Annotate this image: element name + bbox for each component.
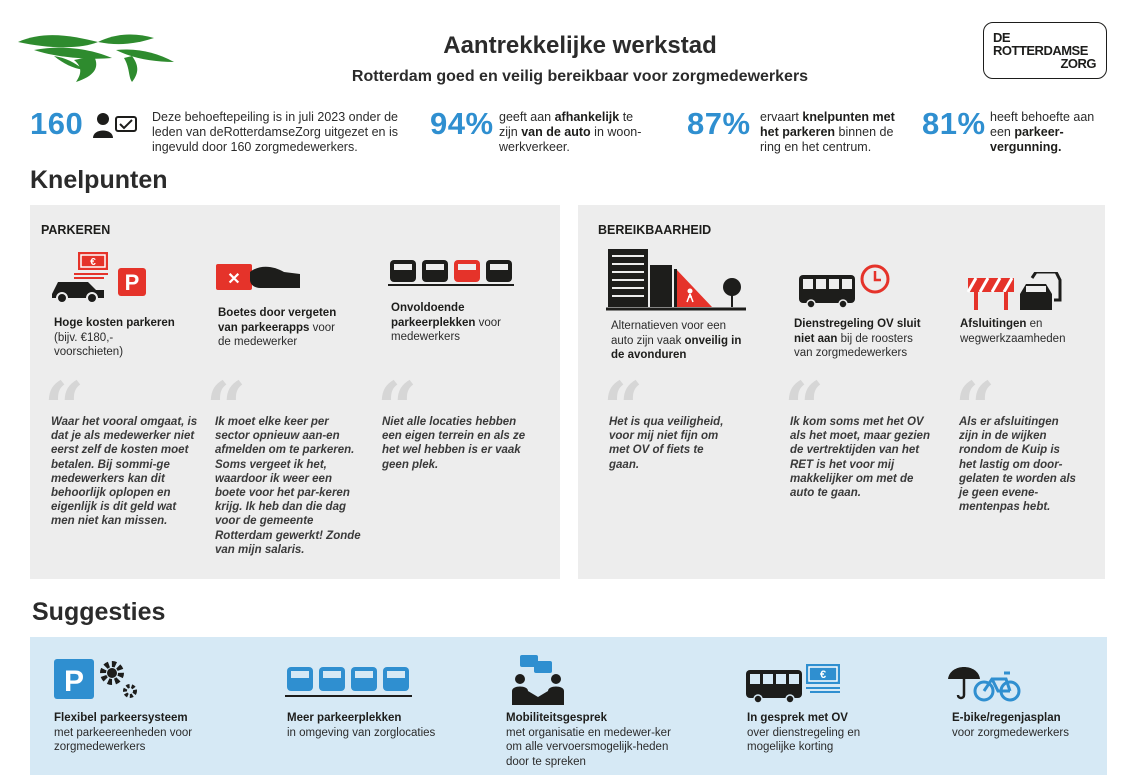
quote-mark-icon: [784, 378, 824, 418]
rotterdamse-zorg-logo: DE ROTTERDAMSE ZORG: [983, 22, 1107, 79]
svg-text:€: €: [90, 257, 96, 268]
stat-parking-problems-value: 87%: [687, 106, 751, 141]
parkeren-title: PARKEREN: [41, 223, 111, 237]
parkeren-quote-3: Niet alle locaties hebben een eigen terrein en als ze het wel hebben is er vaak geen plek.: [382, 416, 526, 471]
parkeren-item-costs: Hoge kosten parkeren (bijv. €180,- voorschieten): [54, 317, 175, 358]
parking-gear-icon: [54, 659, 140, 701]
svg-text:€: €: [819, 669, 827, 681]
stat-permit-value: 81%: [922, 106, 986, 141]
page-subtitle: Rotterdam goed en veilig bereikbaar voor zorgmedewerkers: [351, 68, 809, 85]
parked-cars-icon: [388, 258, 514, 286]
roadblock-car-icon: [966, 272, 1062, 312]
bus-euro-icon: [744, 662, 844, 704]
quote-mark-icon: [206, 378, 246, 418]
quote-mark-icon: [955, 378, 995, 418]
parkeren-item-fines: Boetes door vergeten van parkeerapps voor de medewerker: [218, 307, 337, 348]
suggestie-flexibel: Flexibel parkeersysteem met parkeereenheden voor zorgmedewerkers: [54, 712, 193, 753]
conversation-icon: [510, 653, 566, 705]
car-money-parking-icon: [48, 252, 150, 304]
suggestie-ebike: E-bike/regenjasplan voor zorgmedewerkers: [952, 712, 1069, 739]
stat-parking-problems-text: ervaart knelpunten met het parkeren binnen de ring en het centrum.: [760, 110, 895, 154]
bereikbaarheid-item-closures: Afsluitingen en wegwerkzaamheden: [960, 318, 1066, 345]
stat-respondents-value: 160: [30, 106, 84, 141]
suggestie-ov: In gesprek met OV over dienstregeling en mogelijke korting: [747, 712, 861, 753]
suggestie-mobiliteitsgesprek: Mobiliteitsgesprek met organisatie en medewer-ker om alle vervoersmogelijk-heden door te spreken: [506, 712, 671, 768]
parkeren-quote-1: Waar het vooral omgaat, is dat je als medewerker niet eerst zelf de kosten moet betalen. Bij sommi-ge medewerkers kan dit behoorlijk oplopen en eigenlijk is dit geld wat men niet kan missen.: [51, 416, 198, 528]
parkeren-item-spots: Onvoldoende parkeerplekken voor medewerkers: [391, 302, 501, 343]
bereikbaarheid-item-timetable: Dienstregeling OV sluit niet aan bij de roosters van zorgmedewerkers: [794, 318, 921, 359]
stat-permit-text: heeft behoefte aan een parkeer-vergunning.: [990, 110, 1095, 154]
svg-text:P: P: [63, 665, 85, 698]
bereikbaarheid-title: BEREIKBAARHEID: [598, 223, 712, 237]
parkeren-quote-2: Ik moet elke keer per sector opnieuw aan-en afmelden om te parkeren. Soms vergeet ik het, waardoor ik weer een boete voor het par-keren krijg. Ik heb dan die dag voor de gemeente Rotterdam gewerkt! Zonde van mijn salaris.: [215, 416, 361, 556]
svg-text:✕: ✕: [227, 271, 241, 288]
umbrella-bike-icon: [946, 661, 1022, 703]
quote-mark-icon: [44, 378, 84, 418]
bereikbaarheid-quote-3: Als er afsluitingen zijn in de wijken rondom de Kuip is het lastig om door-gelaten te worden als je geen evene-mentenpas hebt.: [959, 416, 1076, 514]
suggestie-parkeerplekken: Meer parkeerplekken in omgeving van zorglocaties: [287, 712, 436, 739]
stat-car-dependent-value: 94%: [430, 106, 494, 141]
quote-mark-icon: [603, 378, 643, 418]
knelpunten-heading: Knelpunten: [30, 166, 168, 194]
bereikbaarheid-quote-1: Het is qua veiligheid, voor mij niet fijn om met OV of fiets te gaan.: [609, 416, 724, 471]
suggesties-heading: Suggesties: [32, 598, 166, 626]
municipality-logo: [14, 28, 180, 84]
bereikbaarheid-quote-2: Ik kom soms met het OV als het moet, maar gezien de vertrektijden van het RET is het voor mij makkelijker om met de auto te gaan.: [790, 416, 930, 500]
cars-icon: [285, 665, 412, 697]
bus-clock-icon: [797, 263, 893, 309]
svg-text:P: P: [124, 270, 140, 295]
stat-respondents-text: Deze behoeftepeiling is in juli 2023 onder de leden van deRotterdamseZorg uitgezet en is ingevuld door 160 zorgmedewerkers.: [152, 110, 399, 154]
city-unsafe-icon: [606, 247, 746, 311]
page-title: Aantrekkelijke werkstad: [443, 32, 717, 59]
stat-car-dependent-text: geeft aan afhankelijk te zijn van de auto in woon-werkverkeer.: [499, 110, 642, 154]
quote-mark-icon: [377, 378, 417, 418]
person-check-icon: [92, 112, 138, 138]
fine-hand-icon: [216, 262, 302, 294]
bereikbaarheid-item-unsafe: Alternatieven voor een auto zijn vaak onveilig in de avonduren: [611, 320, 742, 361]
